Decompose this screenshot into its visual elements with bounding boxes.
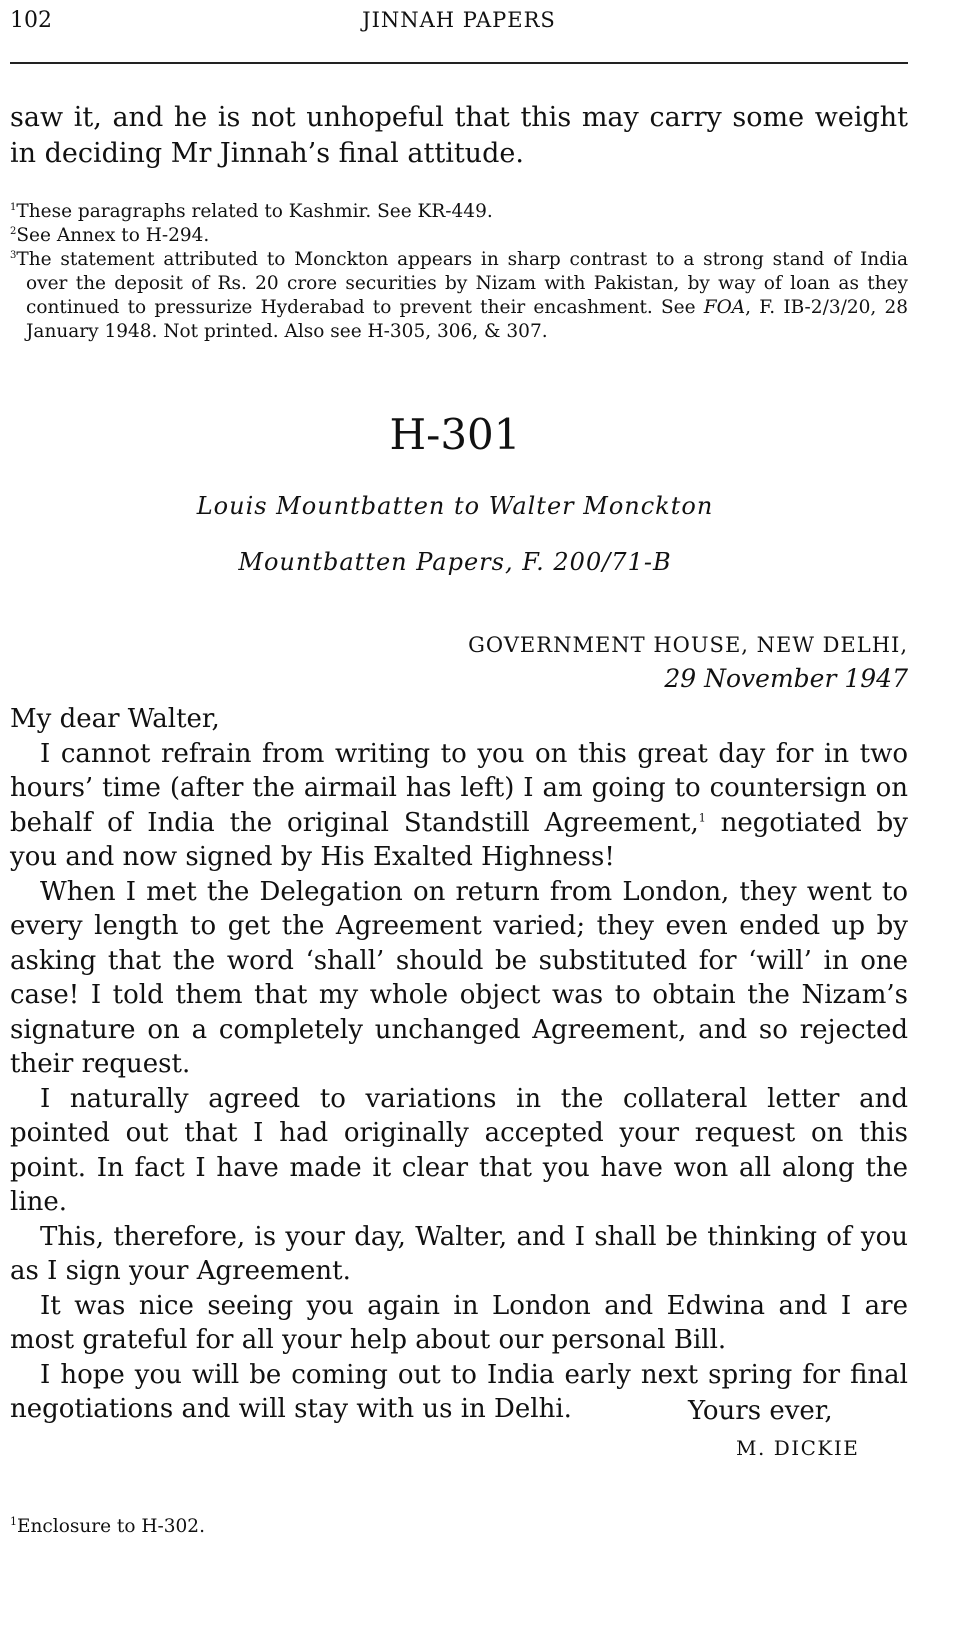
page-number: 102: [10, 8, 52, 33]
footnote-bottom: [10, 1516, 205, 1537]
document-subtitle: Louis Mountbatten to Walter Monckton: [196, 492, 714, 520]
footnote-text: These paragraphs related to Kashmir. See KR-449.: [16, 201, 493, 222]
footnote-text: The statement attributed to Monckton appears in sharp contrast to a strong stand of India over the deposit of Rs. 20 crore securities by Nizam with Pakistan, by way of loan as they continued to pressurize Hyderabad to prevent their encashment. See: [16, 249, 908, 318]
footnote-italic: FOA: [703, 297, 746, 318]
footnote-text: See Annex to H-294.: [16, 225, 210, 246]
letter-paragraph: I hope you will be coming out to India early next spring for final negotiations and will stay with us in Delhi.: [10, 1359, 908, 1424]
footnote-mark: 2: [10, 225, 17, 237]
footnote-mark: 1: [10, 1514, 17, 1528]
carry-over-text: [10, 100, 908, 172]
footnotes-top: [10, 200, 908, 344]
document-id: H-301: [389, 410, 521, 459]
letter-paragraph: [10, 737, 908, 875]
header-rule: [10, 62, 908, 64]
footnote: [10, 200, 908, 224]
paragraph-text: negotiated by you and now signed by His Exalted Highness!: [10, 807, 908, 872]
footnote-mark: 1: [698, 810, 706, 824]
paragraph-text: I cannot refrain from writing to you on this great day for in two hours’ time (after the airmail has left) I am going to countersign on behalf of India the original Standstill Agreement,: [10, 738, 908, 838]
page-header: [10, 8, 908, 40]
letter-date: 29 November 1947: [664, 664, 908, 693]
footnote-mark: 3: [10, 249, 17, 261]
footnote-mark: 1: [10, 201, 17, 213]
letter-closing: Yours ever,: [688, 1396, 833, 1426]
letter-body: [10, 702, 908, 1427]
letter-paragraph: It was nice seeing you again in London and Edwina and I are most grateful for all your help about our personal Bill.: [10, 1290, 908, 1355]
letter-address: GOVERNMENT HOUSE, NEW DELHI,: [468, 633, 908, 657]
footnote-text: Enclosure to H-302.: [17, 1516, 205, 1537]
footnote: [10, 248, 908, 344]
footnote: [10, 224, 908, 248]
carry-over-paragraph: saw it, and he is not unhopeful that this may carry some weight in deciding Mr Jinnah’s final attitude.: [10, 102, 908, 169]
letter-paragraph: When I met the Delegation on return from London, they went to every length to get the Agreement varied; they even ended up by asking that the word ‘shall’ should be substituted for ‘will’ in one case! I told them that my whole object was to obtain the Nizam’s signature on a completely unchanged Agreement, and so rejected their request.: [10, 876, 908, 1079]
letter-paragraph: This, therefore, is your day, Walter, and I shall be thinking of you as I sign your Agreement.: [10, 1221, 908, 1286]
letter-paragraph: I naturally agreed to variations in the collateral letter and pointed out that I had originally accepted your request on this point. In fact I have made it clear that you have won all along the line.: [10, 1083, 908, 1217]
document-source: Mountbatten Papers, F. 200/71-B: [238, 548, 672, 576]
running-title: JINNAH PAPERS: [362, 8, 556, 32]
footnote-text: , F. IB-2/3/20, 28 January 1948. Not printed. Also see H-305, 306, & 307.: [26, 297, 908, 342]
letter-salutation: My dear Walter,: [10, 704, 220, 734]
letter-signature: M. DICKIE: [736, 1436, 860, 1460]
